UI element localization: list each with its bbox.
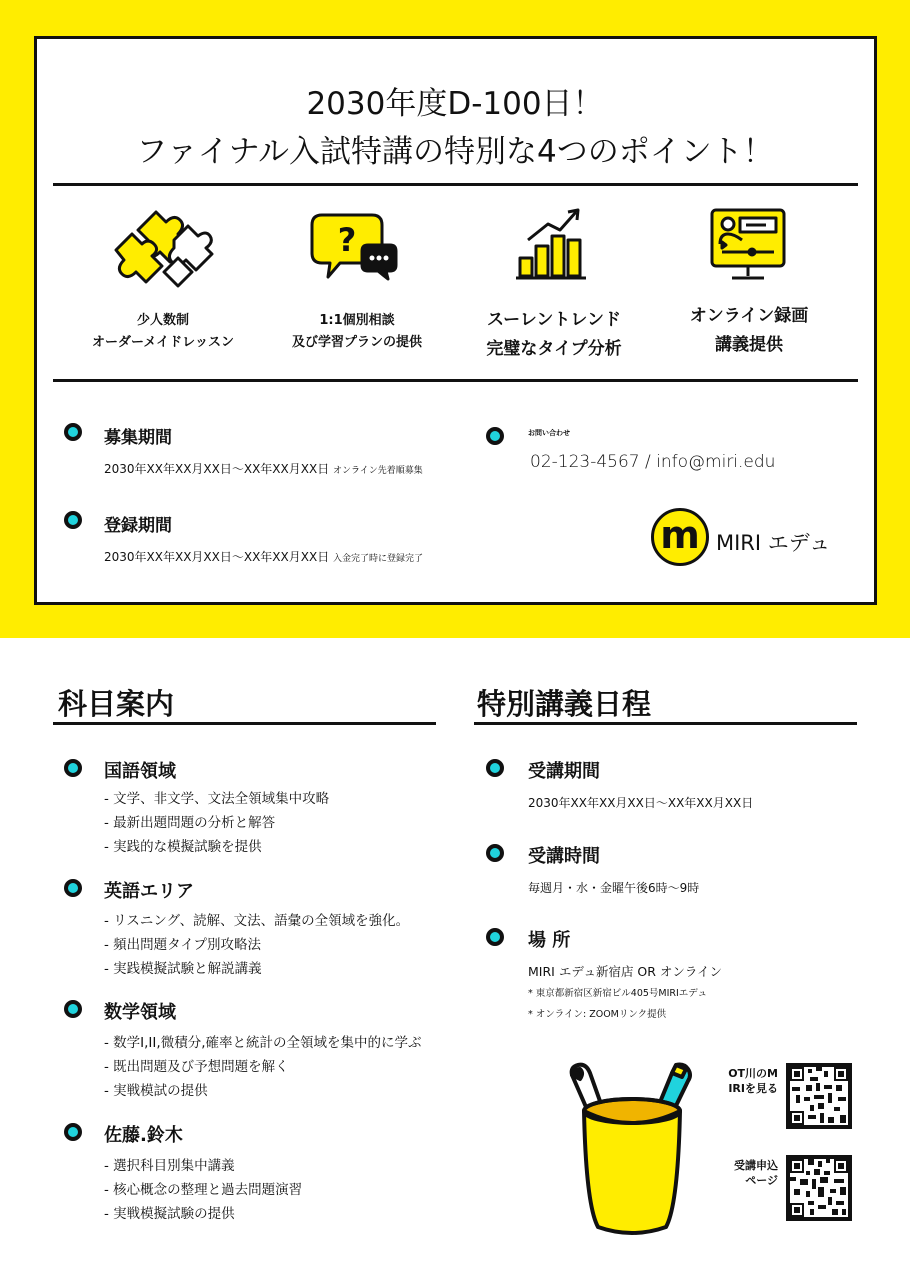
subject-4-line2: - 核心概念の整理と過去問題演習 — [104, 1182, 303, 1198]
logo-mark — [651, 508, 709, 566]
subject-1-name: 国語領域 — [104, 761, 176, 782]
subject-1-line1: - 文学、非文学、文法全領域集中攻略 — [104, 791, 330, 807]
time-label: 受講時間 — [528, 846, 600, 867]
place-label: 場 所 — [528, 930, 571, 951]
subject-3-line3: - 実戦模試の提供 — [104, 1083, 208, 1099]
contact-bullet — [486, 427, 504, 445]
page-title-line2: ファイナル入試特講の特別な4つのポイント！ — [136, 134, 774, 170]
subject-2-line1: - リスニング、読解、文法、語彙の全領域を強化。 — [104, 913, 410, 929]
svg-text:?: ? — [337, 221, 357, 259]
recruit-note: オンライン先着順募集 — [333, 466, 423, 476]
logo-name: MIRI エデュ — [716, 531, 831, 555]
divider-bottom — [53, 379, 858, 382]
feature-4-line1: オンライン録画 — [689, 306, 809, 326]
period-label: 受講期間 — [528, 761, 600, 782]
feature-2-line1: 1:1個別相談 — [319, 313, 395, 328]
qr-2-label-line1: 受講申込 — [734, 1159, 778, 1172]
contact-info[interactable]: 02-123-4567 / info@miri.edu — [530, 452, 776, 472]
subject-1-bullet — [64, 759, 82, 777]
subjects-title: 科目案内 — [58, 687, 175, 721]
page-title-line1: 2030年度D-100日！ — [306, 86, 604, 122]
subjects-rule — [53, 722, 436, 725]
period-value: 2030年XX年XX月XX日〜XX年XX月XX日 — [528, 796, 754, 810]
feature-2-text — [252, 310, 462, 354]
subject-4-details — [104, 1154, 302, 1226]
qr-1-label — [718, 1066, 778, 1096]
subject-2-details — [104, 909, 409, 981]
subject-2-bullet — [64, 879, 82, 897]
qr-2-label-line2: ページ — [745, 1174, 778, 1187]
subject-4-line1: - 選択科目別集中講義 — [104, 1158, 235, 1174]
qr-code-application[interactable] — [786, 1155, 852, 1221]
subject-3-name: 数学領域 — [104, 1002, 176, 1023]
recruit-dates: 2030年XX年XX月XX日〜XX年XX月XX日 — [104, 462, 330, 476]
online-lecture-icon — [694, 200, 804, 290]
recruit-label: 募集期間 — [104, 428, 172, 448]
subject-4-bullet — [64, 1123, 82, 1141]
subject-2-name: 英語エリア — [104, 881, 194, 902]
time-value: 毎週月・水・金曜午後6時〜9時 — [528, 881, 700, 895]
feature-1-text — [58, 310, 268, 354]
feature-3-line1: スーレントレンド — [487, 310, 621, 330]
subject-3-line2: - 既出問題及び予想問題を解く — [104, 1059, 289, 1075]
subject-2-line2: - 頻出問題タイプ別攻略法 — [104, 937, 261, 953]
qr-1-label-line2: IRIを見る — [728, 1082, 778, 1095]
subject-1-line3: - 実践的な模擬試験を提供 — [104, 839, 262, 855]
recruit-bullet — [64, 423, 82, 441]
subject-2-line3: - 実践模擬試験と解説講義 — [104, 961, 262, 977]
qr-pattern-icon — [790, 1067, 848, 1125]
qr-1-label-line1: OT川のM — [728, 1067, 778, 1080]
subject-1-line2: - 最新出題問題の分析と解答 — [104, 815, 276, 831]
subject-4-line3: - 実戦模擬試験の提供 — [104, 1206, 235, 1222]
place-note-1: * 東京都新宿区新宿ビル405号MIRIエデュ — [528, 988, 708, 999]
qr-pattern-icon — [790, 1159, 848, 1217]
register-dates: 2030年XX年XX月XX日〜XX年XX月XX日 — [104, 550, 330, 564]
qr-2-label — [718, 1158, 778, 1188]
feature-2-line2: 及び学習プランの提供 — [291, 335, 422, 350]
register-period — [104, 548, 423, 565]
subject-3-details — [104, 1031, 421, 1103]
feature-3-text — [449, 306, 659, 364]
feature-1-line1: 少人数制 — [136, 313, 189, 328]
puzzle-icon — [108, 200, 218, 290]
place-value: MIRI エデュ新宿店 OR オンライン — [528, 964, 723, 979]
place-note-2: * オンライン: ZOOMリンク提供 — [528, 1009, 667, 1020]
subject-3-line1: - 数学I,II,微積分,確率と統計の全領域を集中的に学ぶ — [104, 1035, 422, 1051]
chat-question-icon — [300, 205, 410, 295]
contact-label: お問い合わせ — [528, 429, 570, 437]
feature-4-text — [644, 302, 854, 360]
feature-3-line2: 完璧なタイプ分析 — [486, 339, 622, 359]
time-bullet — [486, 844, 504, 862]
schedule-rule — [474, 722, 857, 725]
growth-chart-icon — [500, 200, 610, 290]
period-bullet — [486, 759, 504, 777]
register-note: 入金完了時に登録完了 — [333, 554, 424, 564]
subject-3-bullet — [64, 1000, 82, 1018]
schedule-title: 特別講義日程 — [477, 687, 652, 721]
place-bullet — [486, 928, 504, 946]
divider-top — [53, 183, 858, 186]
register-bullet — [64, 511, 82, 529]
qr-code-miri[interactable] — [786, 1063, 852, 1129]
pencil-cup-illustration — [560, 1055, 710, 1255]
feature-4-line2: 講義提供 — [715, 335, 783, 355]
register-label: 登録期間 — [104, 516, 172, 536]
feature-1-line2: オーダーメイドレッスン — [92, 335, 234, 350]
subject-1-details — [104, 787, 329, 859]
subject-4-name: 佐藤.鈴木 — [104, 1125, 183, 1146]
logo-letter: m — [660, 513, 700, 557]
recruit-period — [104, 460, 423, 477]
